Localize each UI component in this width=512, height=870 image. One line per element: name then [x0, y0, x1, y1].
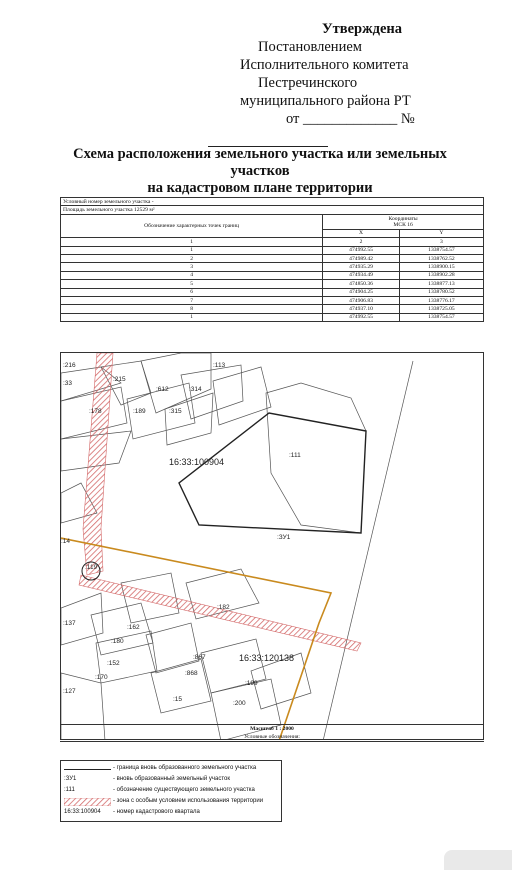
approval-line-2: Исполнительного комитета — [240, 57, 409, 73]
legend-symbol-existing-parcel: :111 — [64, 787, 75, 793]
table-row — [61, 313, 484, 321]
x-coordinate-cell: 474992.55 — [323, 313, 400, 321]
x-coordinate-cell: 474934.49 — [323, 271, 400, 279]
map-label: :119 — [85, 564, 98, 571]
approval-line-3: Пестречинского — [258, 75, 358, 91]
point-number-cell: 7 — [61, 296, 323, 304]
coords-header-line-2: МСК 16 — [393, 221, 413, 228]
map-label: 16:33:120138 — [239, 653, 295, 663]
x-coordinate-cell: 474906.83 — [323, 296, 400, 304]
table-row — [61, 271, 484, 279]
legend-heading: Условные обозначения: — [244, 734, 300, 740]
map-label: :170 — [95, 674, 108, 681]
legend-symbol-zone — [64, 798, 111, 806]
map-label: :314 — [189, 386, 202, 393]
map-label: :215 — [113, 376, 126, 383]
y-coordinate-cell: 1338902.28 — [399, 271, 483, 279]
map-label: :113 — [213, 362, 226, 369]
point-number-cell: 8 — [61, 305, 323, 313]
map-label: :15 — [173, 696, 183, 703]
title-line-3: на кадастровом плане территории — [147, 180, 373, 196]
legend-text: - граница вновь образованного земельного участка — [113, 765, 257, 771]
points-column-header: Обозначение характерных точек границ — [61, 214, 323, 237]
x-coordinate-cell: 474989.42 — [323, 254, 400, 262]
new-parcel-outline — [179, 413, 366, 533]
map-label: 16:33:100904 — [169, 457, 225, 467]
cadastral-map — [60, 352, 484, 740]
table-row — [61, 305, 484, 313]
approved-heading: Утверждена — [322, 21, 402, 37]
x-coordinate-cell: 474850.36 — [323, 280, 400, 288]
x-coordinate-cell: 474935.29 — [323, 263, 400, 271]
point-number-cell: 5 — [61, 280, 323, 288]
point-number-cell: 3 — [61, 263, 323, 271]
map-label: :111 — [289, 452, 301, 459]
title-line-1: Схема расположения земельного участка или земельных — [73, 146, 447, 162]
map-label: :199 — [245, 680, 258, 687]
map-label: :152 — [107, 660, 120, 667]
map-label: :178 — [89, 408, 102, 415]
legend-text: - зона с особым условием использования территории — [113, 798, 264, 804]
index-cell: 3 — [399, 238, 483, 246]
map-label: :ЗУ1 — [277, 534, 291, 541]
map-label: :33 — [63, 380, 73, 387]
y-coordinate-cell: 1338776.17 — [399, 296, 483, 304]
map-label: :867 — [193, 654, 206, 661]
map-label: :200 — [233, 700, 246, 707]
index-cell: 2 — [323, 238, 400, 246]
y-coordinate-cell: 1338780.52 — [399, 288, 483, 296]
y-coordinate-cell: 1338725.05 — [399, 305, 483, 313]
table-row — [61, 263, 484, 271]
approval-line-5: от _____________ № — [286, 111, 415, 127]
legend-symbol-quarter: 16:33:100904 — [64, 809, 101, 815]
approval-line-1: Постановлением — [258, 39, 362, 55]
table-row — [61, 288, 484, 296]
index-cell: 1 — [61, 238, 323, 246]
coords-header-line-1: Координаты — [388, 215, 418, 222]
table-row — [61, 246, 484, 254]
map-label: :127 — [63, 688, 76, 695]
scale-bar — [60, 724, 484, 742]
legend-row-boundary — [61, 764, 281, 774]
table-row — [61, 280, 484, 288]
map-label: :868 — [185, 670, 198, 677]
document-title — [40, 146, 480, 197]
zone-hatch-swatch — [64, 798, 111, 806]
restricted-zone — [83, 353, 113, 575]
x-column-header: X — [323, 229, 400, 237]
map-label: :182 — [217, 604, 230, 611]
table-row — [61, 254, 484, 262]
scale-text: Масштаб 1 : 2000 — [250, 726, 294, 732]
point-number-cell: 6 — [61, 288, 323, 296]
map-label: :189 — [133, 408, 146, 415]
map-drawing — [61, 353, 484, 740]
x-coordinate-cell: 474992.55 — [323, 246, 400, 254]
legend-row-existing-parcel — [61, 786, 281, 796]
map-label: :137 — [63, 620, 76, 627]
point-number-cell: 4 — [61, 271, 323, 279]
map-label: :612 — [156, 386, 169, 393]
corner-overlay — [444, 850, 512, 870]
point-number-cell: 1 — [61, 313, 323, 321]
y-coordinate-cell: 1338877.13 — [399, 280, 483, 288]
legend-row-new-parcel — [61, 775, 281, 785]
x-coordinate-cell: 474904.25 — [323, 288, 400, 296]
map-label: :216 — [63, 362, 76, 369]
coords-column-header — [323, 214, 484, 229]
coordinates-table — [60, 197, 484, 322]
legend-row-zone — [61, 797, 281, 807]
legend-symbol-boundary — [64, 765, 111, 773]
point-number-cell: 1 — [61, 246, 323, 254]
y-coordinate-cell: 1338762.52 — [399, 254, 483, 262]
legend-row-quarter — [61, 808, 281, 818]
road-line — [323, 361, 413, 740]
legend-text: - обозначение существующего земельного участка — [113, 787, 255, 793]
map-label: :162 — [127, 624, 140, 631]
map-label: :180 — [111, 638, 124, 645]
legend-box — [60, 760, 282, 822]
y-column-header: Y — [399, 229, 483, 237]
x-coordinate-cell: 474937.10 — [323, 305, 400, 313]
legend-text: - вновь образованный земельный участок — [113, 776, 230, 782]
legend-text: - номер кадастрового квартала — [113, 809, 200, 815]
cadastral-number-label: Условный номер земельного участка - — [61, 198, 484, 206]
y-coordinate-cell: 1338754.57 — [399, 246, 483, 254]
map-label: :14 — [61, 538, 71, 545]
area-label: Площадь земельного участка 12529 м² — [61, 206, 484, 214]
map-label: :315 — [169, 408, 182, 415]
point-number-cell: 2 — [61, 254, 323, 262]
y-coordinate-cell: 1338900.15 — [399, 263, 483, 271]
approval-line-4: муниципального района РТ — [240, 93, 411, 109]
title-line-2: участков — [230, 163, 290, 179]
y-coordinate-cell: 1338754.57 — [399, 313, 483, 321]
legend-symbol-new-parcel: :ЗУ1 — [64, 776, 77, 782]
table-row — [61, 296, 484, 304]
